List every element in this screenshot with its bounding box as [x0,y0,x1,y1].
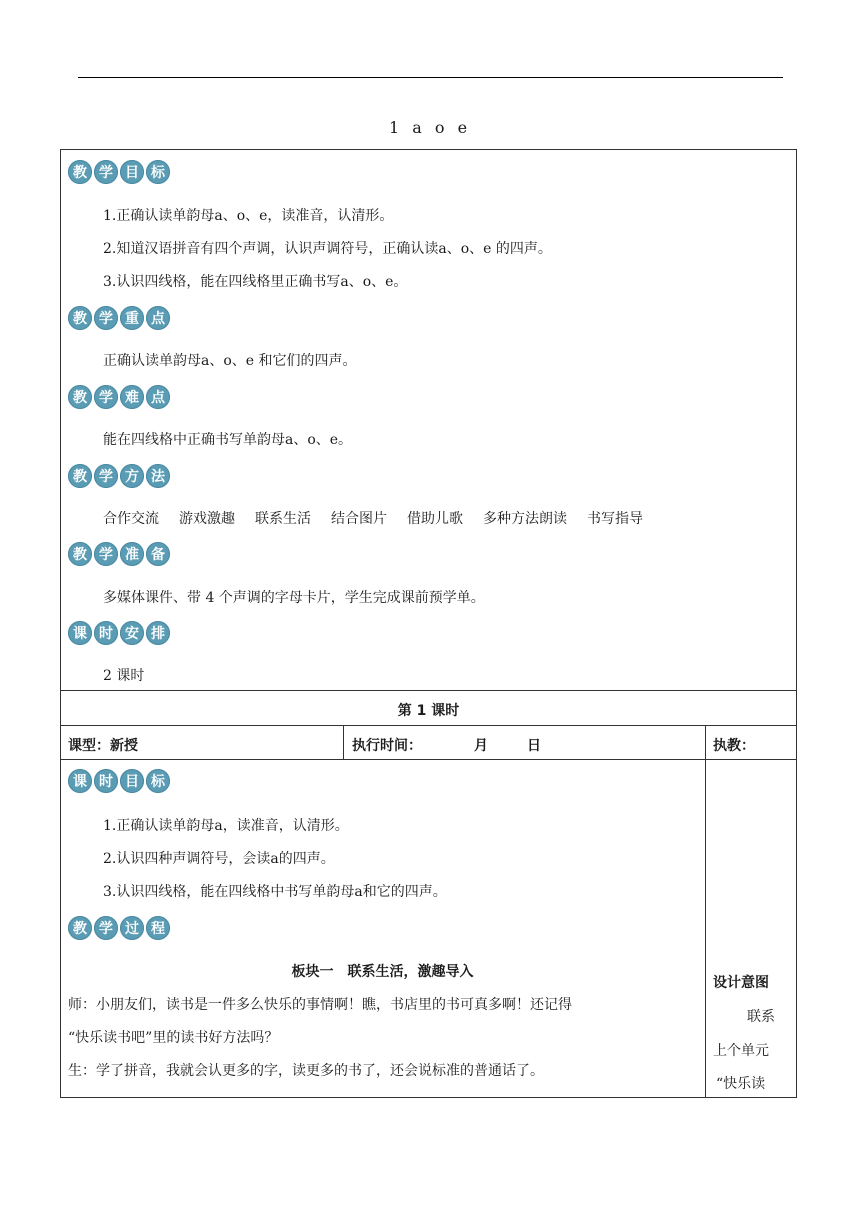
goal-line: 3.认识四线格，能在四线格里正确书写a、o、e。 [103,274,408,290]
badge-preparation [68,542,170,566]
badge-schedule [68,621,170,645]
badge-difficulties [68,385,170,409]
badge-char: 目 [120,769,144,793]
badge-char: 学 [94,916,118,940]
method-item: 游戏激趣 [179,511,235,527]
badge-char: 难 [120,385,144,409]
badge-char: 学 [94,160,118,184]
block-title: 板块一 联系生活，激趣导入 [291,964,474,980]
methods-list [103,508,643,528]
badge-process [68,916,170,940]
badge-char: 时 [94,769,118,793]
badge-lesson-goals [68,769,170,793]
design-intent-title: 设计意图 [713,975,769,991]
badge-key-points [68,306,170,330]
badge-char: 目 [120,160,144,184]
method-item: 合作交流 [103,511,159,527]
badge-char: 教 [68,916,92,940]
goal-line: 1.正确认读单韵母a、o、e，读准音，认清形。 [103,208,394,224]
badge-char: 学 [94,542,118,566]
design-intent-line: 联系 [747,1009,775,1025]
lesson-goal-line: 3.认识四线格，能在四线格中书写单韵母a和它的四声。 [103,884,447,900]
badge-char: 教 [68,385,92,409]
badge-char: 标 [146,160,170,184]
lesson-table [60,149,797,1098]
time-month: 月 [474,738,488,754]
table-rule [705,725,706,1098]
badge-char: 重 [120,306,144,330]
badge-char: 法 [146,464,170,488]
key-point-line: 正确认读单韵母a、o、e 和它们的四声。 [103,353,357,369]
badge-char: 点 [146,385,170,409]
badge-char: 过 [120,916,144,940]
table-rule [343,725,344,759]
lesson-goal-line: 1.正确认读单韵母a，读准音，认清形。 [103,818,349,834]
design-intent-line: “快乐读 [716,1076,766,1092]
badge-teaching-goals [68,160,170,184]
time-label: 执行时间： [352,738,422,754]
badge-char: 排 [146,621,170,645]
lesson-type: 课型：新授 [68,738,138,754]
badge-char: 安 [120,621,144,645]
method-item: 多种方法朗读 [483,511,567,527]
lesson-goal-line: 2.认识四种声调符号，会读a的四声。 [103,851,335,867]
design-intent-line: 上个单元 [713,1043,769,1059]
method-item: 联系生活 [255,511,311,527]
method-item: 借助儿歌 [407,511,463,527]
table-rule [60,725,797,726]
badge-char: 学 [94,306,118,330]
table-rule [60,690,797,691]
dialogue-line: 生：学了拼音，我就会认更多的字，读更多的书了，还会说标准的普通话了。 [68,1063,544,1079]
badge-char: 教 [68,160,92,184]
badge-char: 时 [94,621,118,645]
badge-char: 方 [120,464,144,488]
badge-char: 学 [94,464,118,488]
preparation-line: 多媒体课件、带 4 个声调的字母卡片，学生完成课前预学单。 [103,590,485,606]
badge-char: 标 [146,769,170,793]
table-rule [60,759,797,760]
badge-char: 教 [68,464,92,488]
badge-char: 课 [68,621,92,645]
lesson-title: 第 1 课时 [397,703,460,719]
goal-line: 2.知道汉语拼音有四个声调，认识声调符号，正确认读a、o、e 的四声。 [103,241,552,257]
badge-methods [68,464,170,488]
badge-char: 课 [68,769,92,793]
badge-char: 准 [120,542,144,566]
time-day: 日 [527,738,541,754]
schedule-line: 2 课时 [103,668,145,684]
dialogue-line: 师：小朋友们，读书是一件多么快乐的事情啊！瞧，书店里的书可真多啊！还记得 [68,997,572,1013]
method-item: 结合图片 [331,511,387,527]
teacher-label: 执教： [713,738,755,754]
badge-char: 教 [68,542,92,566]
header-rule [78,77,783,78]
badge-char: 备 [146,542,170,566]
method-item: 书写指导 [587,511,643,527]
badge-char: 点 [146,306,170,330]
badge-char: 程 [146,916,170,940]
badge-char: 教 [68,306,92,330]
badge-char: 学 [94,385,118,409]
page-title: 1 a o e [388,118,472,137]
dialogue-line: “快乐读书吧”里的读书好方法吗？ [68,1030,279,1046]
difficulty-line: 能在四线格中正确书写单韵母a、o、e。 [103,432,353,448]
